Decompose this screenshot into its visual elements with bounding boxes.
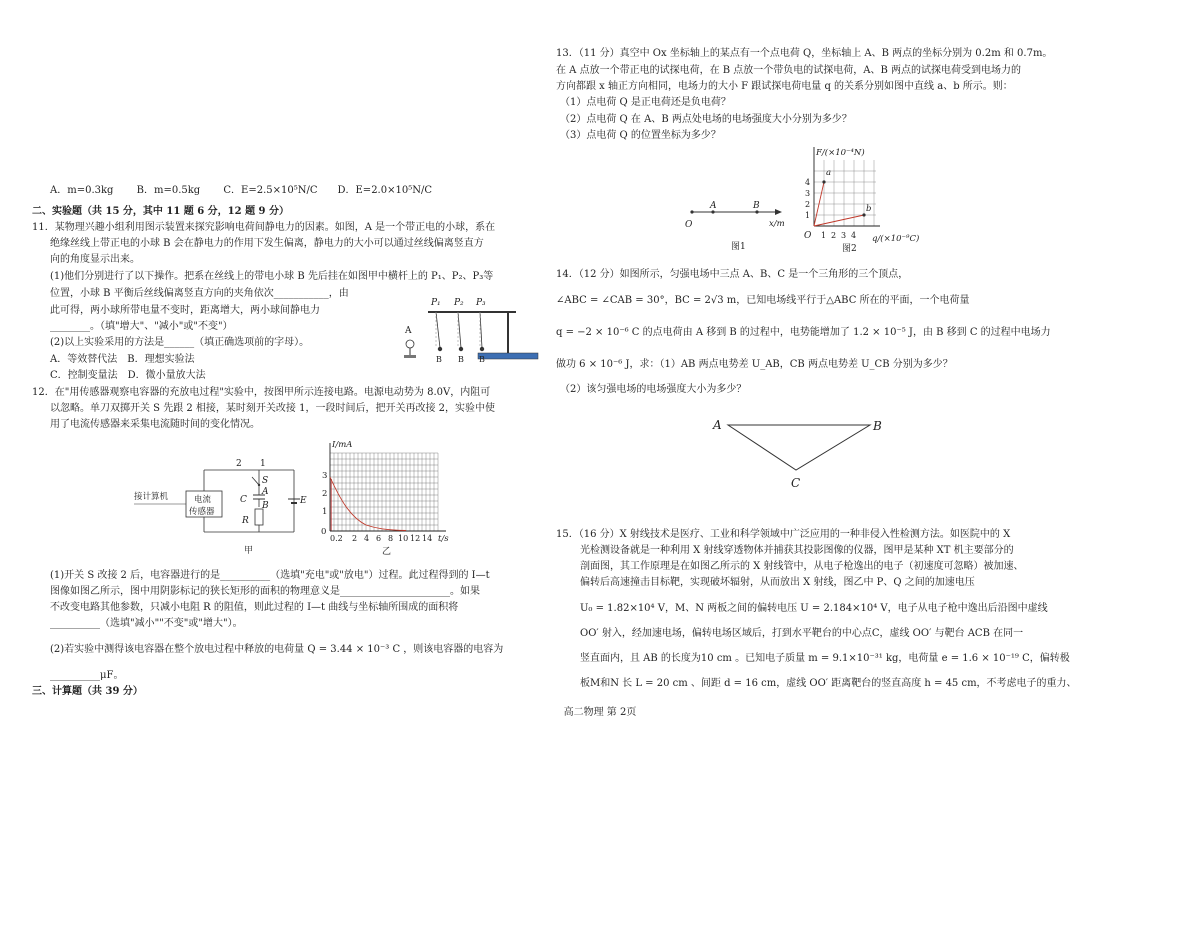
q12-line4: (1)开关 S 改接 2 后，电容器进行的是__________（选填"充电"或"放电"）过程。此过程得到的 I—t bbox=[50, 570, 490, 581]
q11-line4: (1)他们分别进行了以下操作。把系在丝线上的带电小球 B 先后挂在如图甲中横杆上的 P₁、P₂、P₃等 bbox=[50, 271, 494, 282]
q13-fig1-b: B bbox=[753, 201, 760, 211]
q11-line10: C．控制变量法 D．微小量放大法 bbox=[50, 370, 206, 381]
q14-line3: q = −2 × 10⁻⁶ C 的点电荷由 A 移到 B 的过程中，电势能增加了 1.2 × 10⁻⁵ J，由 B 移到 C 的过程中电场力 bbox=[556, 327, 1051, 338]
q13-fig2-y4: 4 bbox=[805, 178, 811, 187]
q13-fig1-origin: O bbox=[685, 220, 693, 230]
q13-fig2-y2: 2 bbox=[805, 200, 811, 209]
q12-graph-x6: 6 bbox=[376, 534, 382, 543]
q12-line1: 12．在"用传感器观察电容器的充放电过程"实验中，按图甲所示连接电路。电源电动势为 8.0V，内阻可 bbox=[32, 387, 491, 398]
page-footer: 高二物理 第 2页 bbox=[563, 707, 637, 718]
q12-line2: 以忽略。单刀双掷开关 S 先跟 2 相接，某时刻开关改接 1，一段时间后，把开关再改接 2，实验中使 bbox=[50, 403, 496, 414]
q11-fig-p3: P₃ bbox=[476, 298, 486, 308]
q14-line2: ∠ABC = ∠CAB = 30°，BC = 2√3 m，已知电场线平行于△ABC 所在的平面，一个电荷量 bbox=[556, 295, 970, 306]
q11-line9: A．等效替代法 B．理想实验法 bbox=[50, 354, 195, 365]
q11-line1: 11．某物理兴趣小组利用图示装置来探究影响电荷间静电力的因素。如图，A 是一个带正电的小球，系在 bbox=[32, 222, 496, 233]
q15-line8: 板M和N 长 L = 20 cm 、间距 d = 16 cm，虚线 OO′ 距离靶台的竖直高度 h = 45 cm，不考虑电子的重力、 bbox=[580, 678, 1077, 689]
q15-line5: U₀ = 1.82×10⁴ V，M、N 两板之间的偏转电压 U = 2.184×10⁴ V，电子从电子枪中逸出后沿图中虚线 bbox=[580, 603, 1048, 614]
q12-circuit-n1: 1 bbox=[260, 459, 266, 469]
q12-graph-x10: 10 bbox=[398, 534, 409, 543]
q13-figure2 bbox=[800, 143, 935, 253]
q12-graph-x14: 14 bbox=[422, 534, 433, 543]
q12-graph-x8: 8 bbox=[388, 534, 394, 543]
q13-fig2-x2: 2 bbox=[831, 231, 837, 240]
q14-vertex-b: B bbox=[873, 419, 882, 433]
q12-circuit-r: R bbox=[242, 516, 249, 526]
q12-circuit-figure bbox=[134, 455, 314, 555]
q12-circuit-e: E bbox=[300, 496, 307, 506]
q12-graph-y1: 1 bbox=[322, 507, 328, 517]
q11-line3: 向的角度显示出来。 bbox=[50, 254, 140, 265]
q11-fig-p2: P₂ bbox=[454, 298, 464, 308]
q11-fig-a: A bbox=[405, 326, 412, 336]
q11-apparatus-figure bbox=[398, 292, 548, 362]
q11-fig-b3: B bbox=[479, 355, 485, 362]
q15-line6: OO′ 射入，经加速电场，偏转电场区域后，打到水平靶台的中心点C，虚线 OO′ 与靶台 ACB 在同一 bbox=[580, 628, 1024, 639]
q11-fig-b1: B bbox=[436, 355, 442, 362]
q12-current-graph bbox=[316, 437, 466, 557]
q12-circuit-b: B bbox=[262, 501, 269, 511]
q12-graph-x12: 12 bbox=[410, 534, 421, 543]
q11-line8: (2)以上实验采用的方法是______（填正确选项前的字母）。 bbox=[50, 337, 310, 348]
q13-fig2-y3: 3 bbox=[805, 189, 811, 198]
q15-line7: 竖直面内，且 AB 的长度为10 cm 。已知电子质量 m = 9.1×10⁻³¹ kg，电荷量 e = 1.6 × 10⁻¹⁹ C，偏转极 bbox=[580, 653, 1070, 664]
q12-circuit-c: C bbox=[240, 495, 247, 505]
q12-line6: 不改变电路其他参数，只减小电阻 R 的阻值，则此过程的 I—t 曲线与坐标轴所围成的面积将 bbox=[50, 602, 459, 613]
q15-line1: 15．（16 分）X 射线技术是医疗、工业和科学领域中广泛应用的一种非侵入性检测方法。如医院中的 X bbox=[556, 529, 1011, 540]
q14-vertex-a: A bbox=[713, 418, 722, 432]
q13-fig2-x3: 3 bbox=[841, 231, 847, 240]
q12-line3: 用了电流传感器来采集电流随时间的变化情况。 bbox=[50, 419, 260, 430]
q13-line5: （2）点电荷 Q 在 A、B 两点处电场的电场强度大小分别为多少？ bbox=[560, 114, 852, 125]
q15-line2: 光检测设备就是一种利用 X 射线穿透物体并捕获其投影图像的仪器，图甲是某种 XT 机主要部分的 bbox=[580, 545, 1014, 556]
q13-fig2-x4: 4 bbox=[851, 231, 857, 240]
q13-fig1-xlabel: x/m bbox=[769, 219, 785, 229]
q12-circuit-a: A bbox=[262, 487, 269, 497]
q13-fig2-line-b: b bbox=[866, 204, 872, 214]
q12-graph-ylabel: I/mA bbox=[332, 440, 353, 450]
q13-fig2-origin: O bbox=[804, 231, 812, 241]
q12-circuit-computer: 接计算机 bbox=[134, 492, 169, 502]
q13-line1: 13．（11 分）真空中 Ox 坐标轴上的某点有一个点电荷 Q，坐标轴上 A、B 两点的坐标分别为 0.2m 和 0.7m。 bbox=[556, 48, 1053, 59]
q12-graph-caption: 乙 bbox=[382, 547, 392, 557]
q13-fig1-caption: 图1 bbox=[731, 242, 746, 252]
q13-fig2-x1: 1 bbox=[821, 231, 827, 240]
q12-graph-xlabel: t/s bbox=[438, 534, 449, 544]
q14-line1: 14．（12 分）如图所示，匀强电场中三点 A、B、C 是一个三角形的三个顶点， bbox=[556, 269, 909, 280]
q12-graph-origin: 0 bbox=[321, 527, 327, 537]
q12-graph-y3: 3 bbox=[322, 471, 328, 481]
q14-line5: （2）该匀强电场的电场强度大小为多少？ bbox=[560, 384, 747, 395]
q12-circuit-sensor1: 电流 bbox=[194, 495, 212, 505]
q12-line5: 图像如图乙所示，图中用阴影标记的狭长矩形的面积的物理意义是______________________。如果 bbox=[50, 586, 480, 597]
q13-line4: （1）点电荷 Q 是正电荷还是负电荷？ bbox=[560, 97, 731, 108]
q12-graph-x2: 2 bbox=[352, 534, 358, 543]
q11-line7: ________。（填"增大"、"减小"或"不变"） bbox=[50, 321, 233, 332]
q14-line4: 做功 6 × 10⁻⁶ J，求：（1）AB 两点电势差 U_AB，CB 两点电势差 U_CB 分别为多少？ bbox=[556, 359, 953, 370]
q13-fig2-xlabel: q/(×10⁻⁹C) bbox=[872, 234, 920, 244]
q12-circuit-caption: 甲 bbox=[244, 546, 254, 555]
q13-fig2-y1: 1 bbox=[805, 211, 811, 220]
q13-line6: （3）点电荷 Q 的位置坐标为多少？ bbox=[560, 130, 721, 141]
section3-heading: 三、计算题（共 39 分） bbox=[32, 686, 143, 697]
q13-fig2-ylabel: F/(×10⁻⁴N) bbox=[816, 148, 865, 158]
q11-line2: 绝缘丝线上带正电的小球 B 会在静电力的作用下发生偏离，静电力的大小可以通过丝线偏离竖直方 bbox=[50, 238, 484, 249]
q13-fig2-caption: 图2 bbox=[842, 244, 857, 253]
q12-circuit-n2: 2 bbox=[236, 459, 242, 469]
q11-line5: 位置，小球 B 平衡后丝线偏离竖直方向的夹角依次___________，由 bbox=[50, 288, 349, 299]
q12-line8: (2)若实验中测得该电容器在整个放电过程中释放的电荷量 Q = 3.44 × 10⁻³ C ，则该电容器的电容为 bbox=[50, 644, 504, 655]
q12-graph-x02: 0.2 bbox=[330, 534, 343, 543]
q11-line6: 此可得，两小球所带电量不变时，距离增大，两小球间静电力 bbox=[50, 305, 320, 316]
q12-line7: __________（选填"减小""不变"或"增大"）。 bbox=[50, 618, 243, 629]
q12-circuit-sensor2: 传感器 bbox=[189, 507, 215, 517]
q12-circuit-s: S bbox=[262, 476, 269, 486]
q12-line9: __________μF。 bbox=[50, 670, 124, 681]
q15-line4: 偏转后高速撞击目标靶，实现破坏辐射，从而放出 X 射线，图乙中 P、Q 之间的加速电压 bbox=[580, 577, 975, 588]
q12-graph-y2: 2 bbox=[322, 489, 328, 499]
q15-line3: 剖面图，其工作原理是在如图乙所示的 X 射线管中，从电子枪逸出的电子（初速度可忽略）被加速、 bbox=[580, 561, 1024, 572]
section2-heading: 二、实验题（共 15 分，其中 11 题 6 分，12 题 9 分） bbox=[32, 206, 289, 217]
q10-options: A．m=0.3kg B．m=0.5kg C．E=2.5×10⁵N/C D．E=2.0×10⁵N/C bbox=[50, 185, 432, 196]
q14-vertex-c: C bbox=[791, 476, 801, 490]
q12-graph-x4: 4 bbox=[364, 534, 370, 543]
q13-figure1 bbox=[680, 196, 800, 256]
q13-fig1-a: A bbox=[710, 201, 717, 211]
q14-triangle-figure bbox=[710, 412, 890, 494]
q13-line2: 在 A 点放一个带正电的试探电荷，在 B 点放一个带负电的试探电荷，A、B 两点的试探电荷受到电场力的 bbox=[556, 65, 1022, 76]
q13-fig2-line-a: a bbox=[826, 168, 832, 178]
q11-fig-b2: B bbox=[458, 355, 464, 362]
q11-fig-p1: P₁ bbox=[431, 298, 441, 308]
q13-line3: 方向都跟 x 轴正方向相同，电场力的大小 F 跟试探电荷电量 q 的关系分别如图中直线 a、b 所示。则： bbox=[556, 81, 1013, 92]
